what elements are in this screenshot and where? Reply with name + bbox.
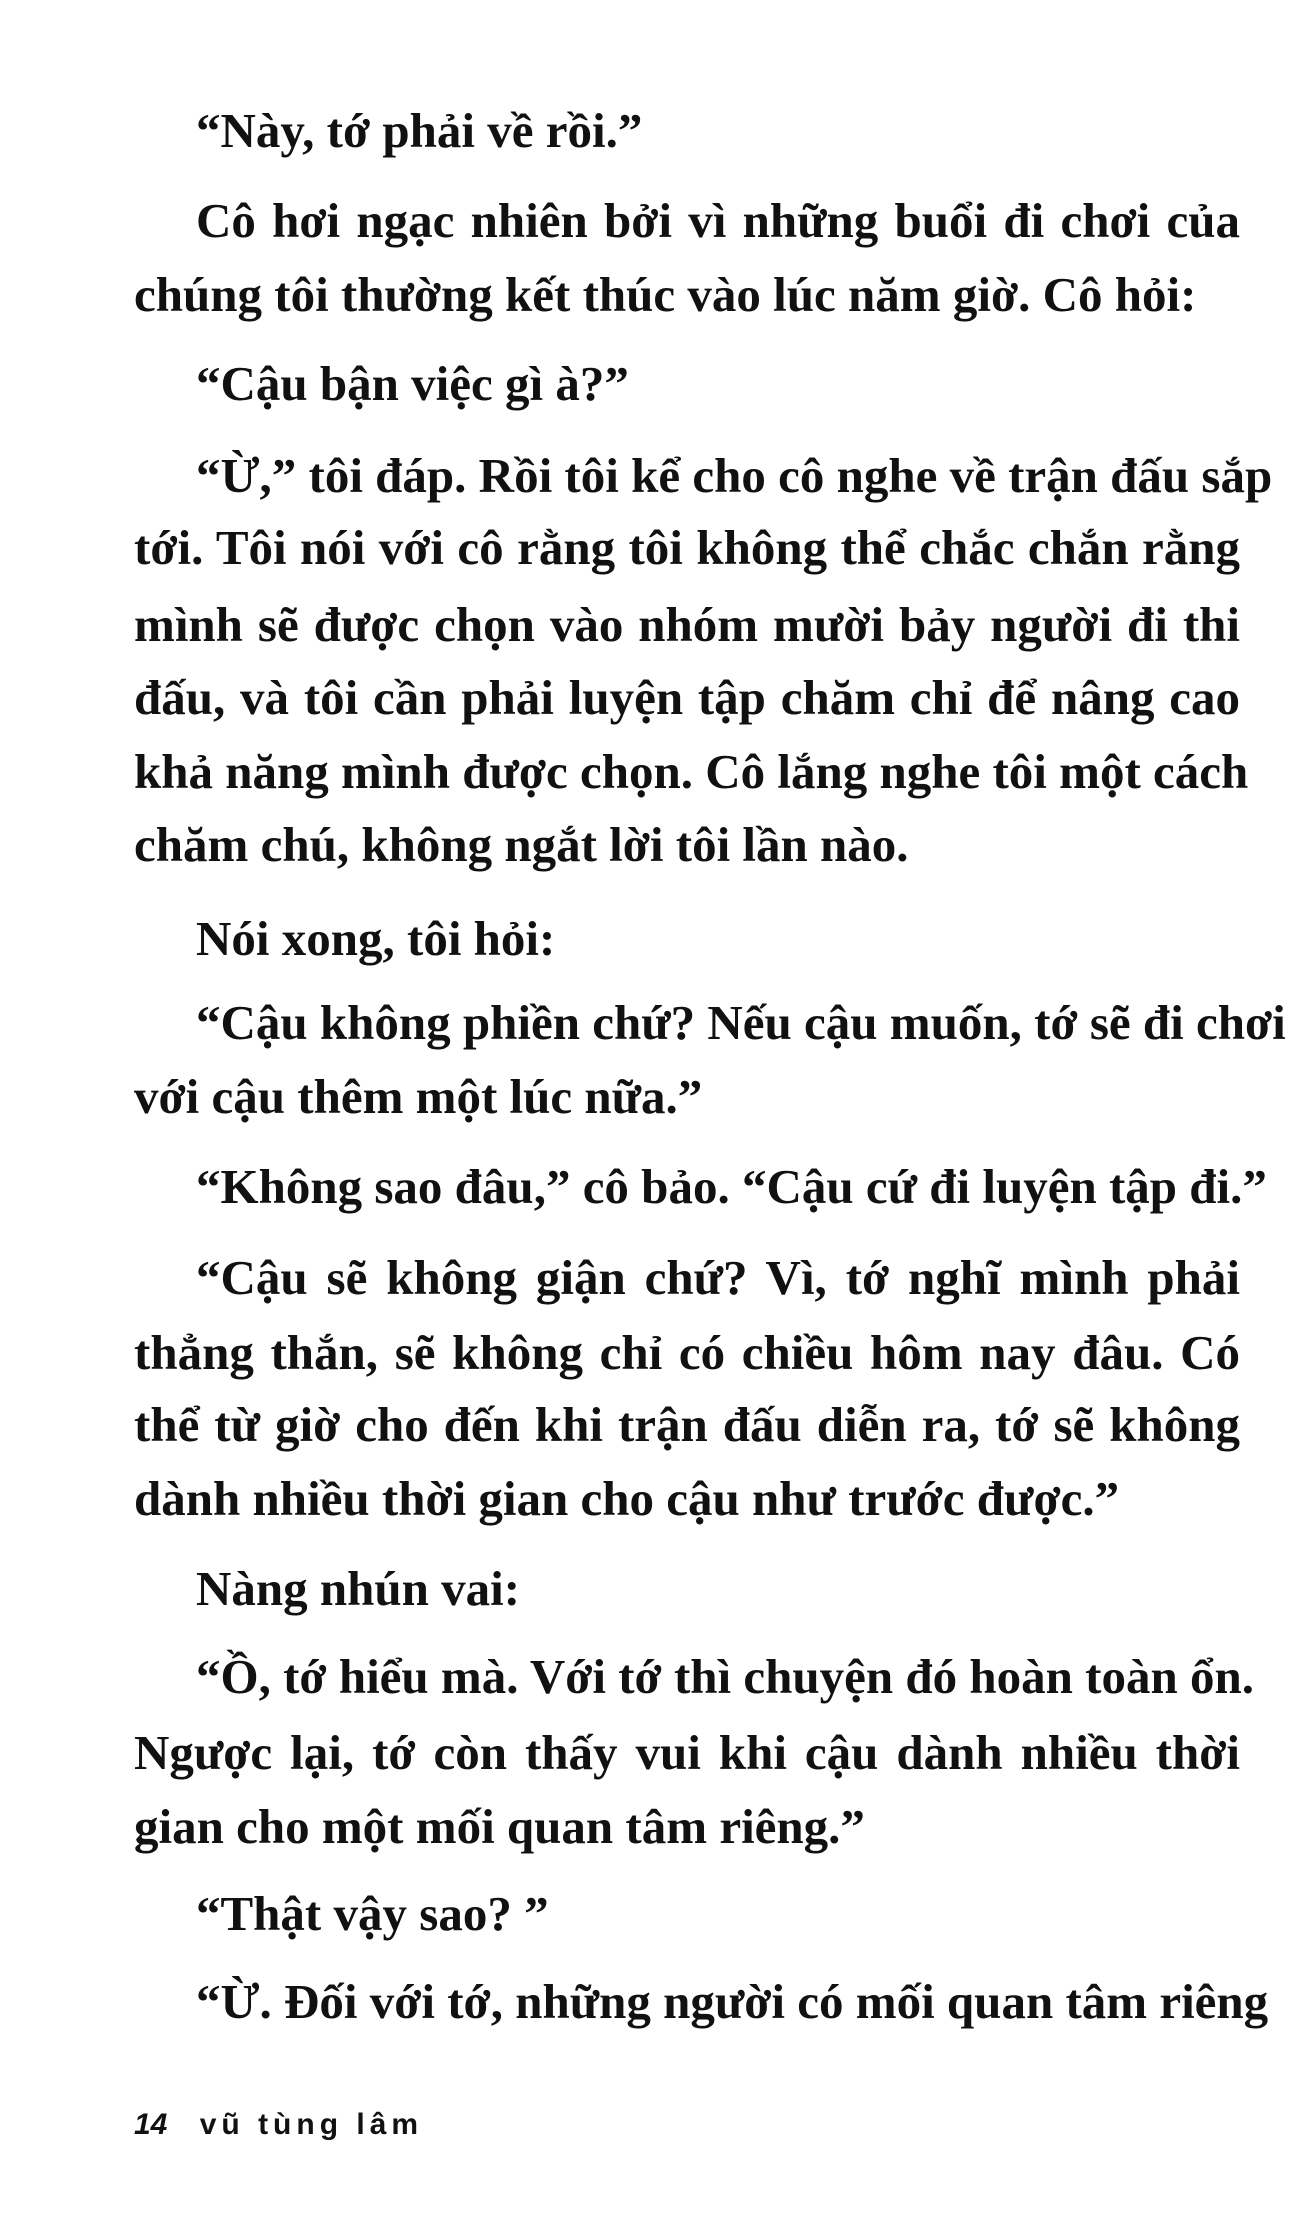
text-line: thẳng thắn, sẽ không chỉ có chiều hôm nay đâu. Có [134,1325,1240,1380]
text-line: “Cậu không phiền chứ? Nếu cậu muốn, tớ sẽ đi chơi [196,995,1286,1050]
text-line: “Cậu sẽ không giận chứ? Vì, tớ nghĩ mình phải [196,1250,1240,1305]
text-line: tới. Tôi nói với cô rằng tôi không thể chắc chắn rằng [134,520,1240,575]
text-line: “Thật vậy sao? ” [196,1886,549,1941]
text-line: thể từ giờ cho đến khi trận đấu diễn ra, tớ sẽ không [134,1397,1240,1452]
text-line: chăm chú, không ngắt lời tôi lần nào. [134,817,909,872]
text-line: “Ừ. Đối với tớ, những người có mối quan tâm riêng [196,1974,1269,2029]
text-line: “Ồ, tớ hiểu mà. Với tớ thì chuyện đó hoàn toàn ổn. [196,1649,1254,1704]
text-line: chúng tôi thường kết thúc vào lúc năm giờ. Cô hỏi: [134,267,1197,322]
text-line: với cậu thêm một lúc nữa.” [134,1069,703,1124]
text-line: Nói xong, tôi hỏi: [196,911,556,966]
text-line: “Không sao đâu,” cô bảo. “Cậu cứ đi luyện tập đi.” [196,1159,1267,1214]
page-number: 14 [134,2108,168,2141]
text-line: Nàng nhún vai: [196,1561,521,1616]
author-name: vũ tùng lâm [199,2108,424,2141]
text-line: khả năng mình được chọn. Cô lắng nghe tôi một cách [134,744,1249,799]
text-line: “Cậu bận việc gì à?” [196,356,629,411]
text-line: đấu, và tôi cần phải luyện tập chăm chỉ để nâng cao [134,670,1240,725]
text-line: “Này, tớ phải về rồi.” [196,103,643,158]
text-line: gian cho một mối quan tâm riêng.” [134,1799,865,1854]
text-line: “Ừ,” tôi đáp. Rồi tôi kể cho cô nghe về trận đấu sắp [196,448,1273,503]
text-line: Cô hơi ngạc nhiên bởi vì những buổi đi chơi của [196,193,1240,248]
text-line: Ngược lại, tớ còn thấy vui khi cậu dành nhiều thời [134,1725,1240,1780]
text-line: dành nhiều thời gian cho cậu như trước được.” [134,1471,1120,1526]
text-line: mình sẽ được chọn vào nhóm mười bảy người đi thi [134,597,1240,652]
page-footer [134,2108,423,2142]
